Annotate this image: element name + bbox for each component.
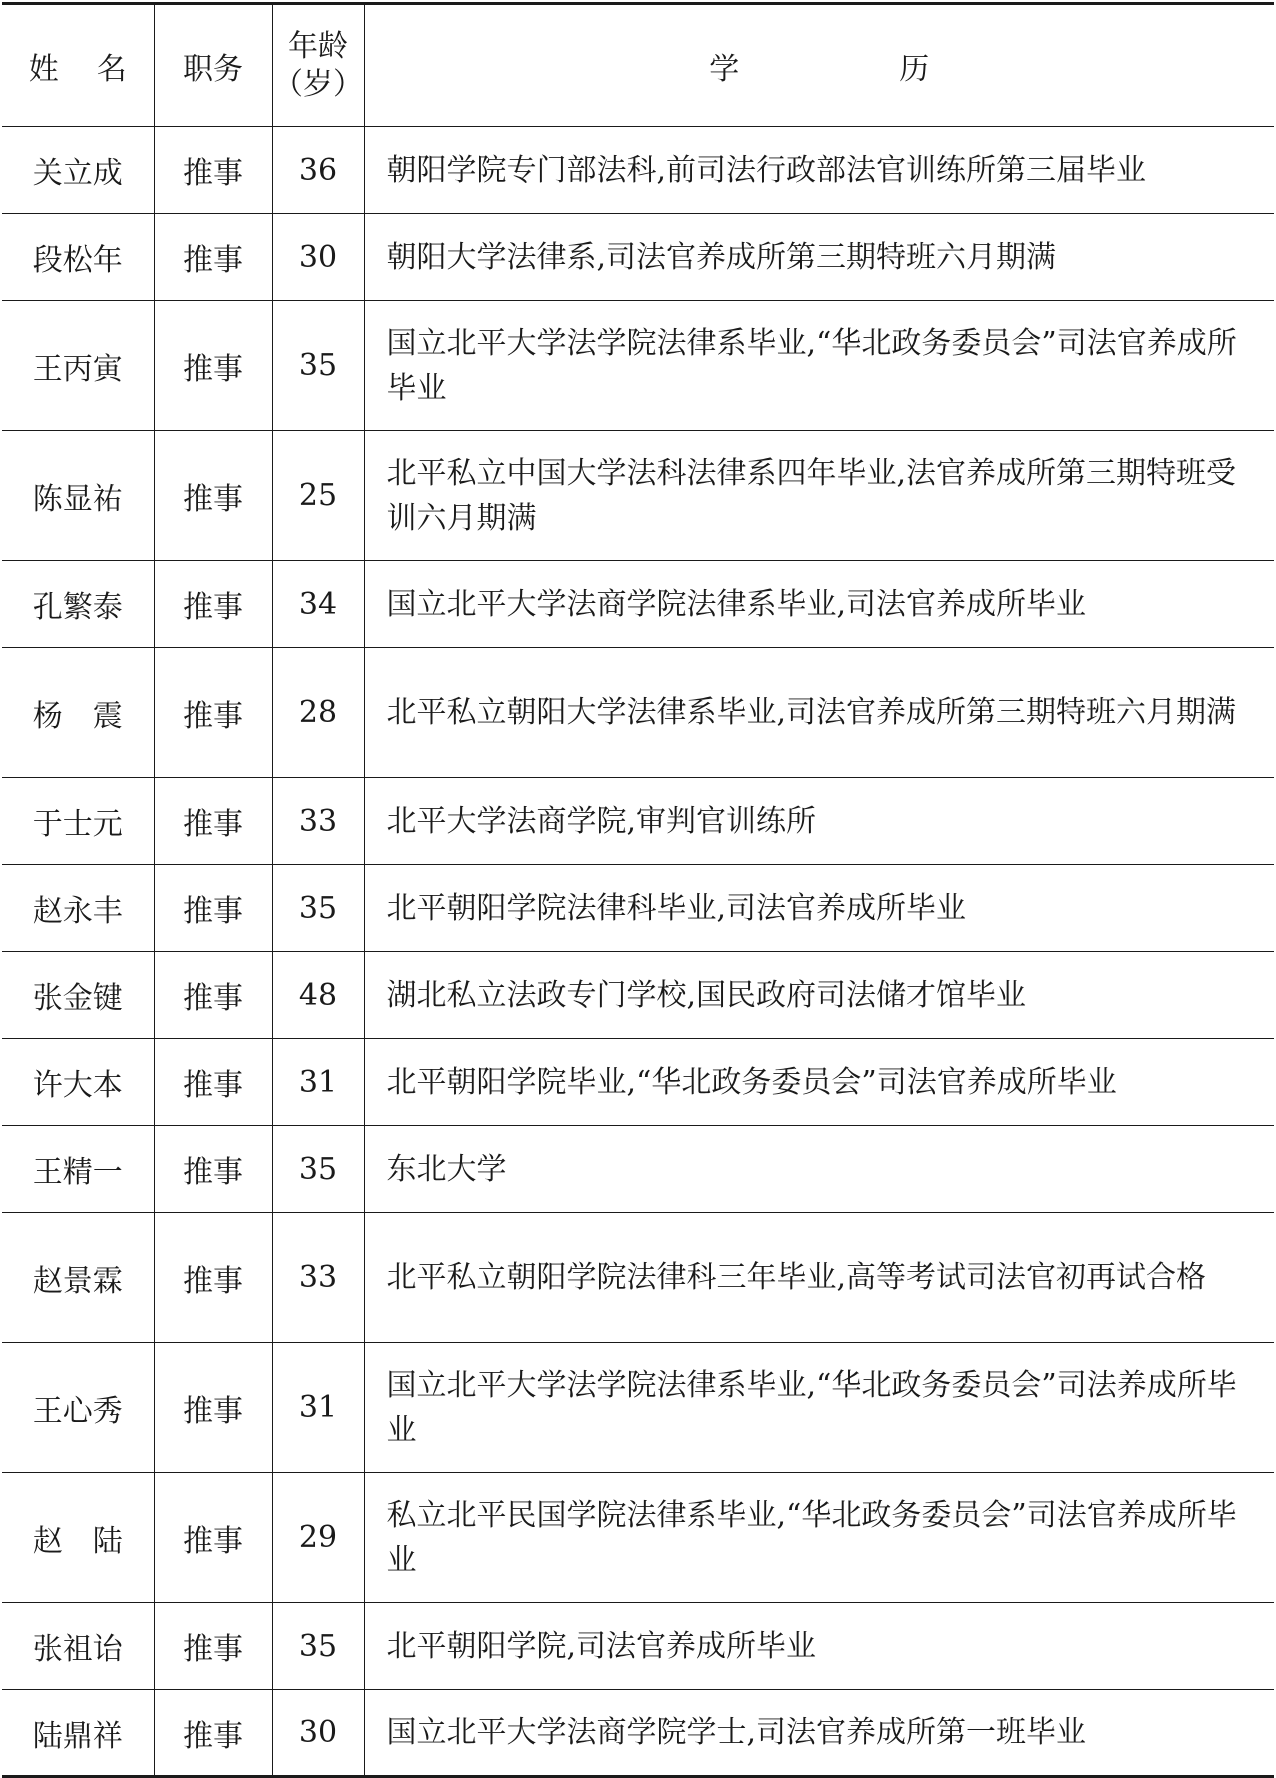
header-education-char-1: 学 bbox=[709, 51, 740, 87]
table-row bbox=[2, 431, 1274, 561]
cell-post: 推事 bbox=[154, 1603, 272, 1690]
cell-education: 北平私立朝阳学院法律科三年毕业,高等考试司法官初再试合格 bbox=[364, 1213, 1274, 1343]
cell-education: 北平大学法商学院,审判官训练所 bbox=[364, 778, 1274, 865]
table-row bbox=[2, 561, 1274, 648]
table-row bbox=[2, 865, 1274, 952]
cell-education: 朝阳大学法律系,司法官养成所第三期特班六月期满 bbox=[364, 214, 1274, 301]
table-row bbox=[2, 127, 1274, 214]
table-body bbox=[2, 127, 1274, 1777]
cell-name: 赵永丰 bbox=[2, 865, 154, 952]
cell-age: 35 bbox=[272, 865, 364, 952]
cell-education: 湖北私立法政专门学校,国民政府司法储才馆毕业 bbox=[364, 952, 1274, 1039]
cell-age: 28 bbox=[272, 648, 364, 778]
cell-name: 关立成 bbox=[2, 127, 154, 214]
cell-post: 推事 bbox=[154, 431, 272, 561]
table-row bbox=[2, 1603, 1274, 1690]
cell-name: 赵 陆 bbox=[2, 1473, 154, 1603]
cell-post: 推事 bbox=[154, 1690, 272, 1777]
cell-name: 赵景霖 bbox=[2, 1213, 154, 1343]
table-row bbox=[2, 1039, 1274, 1126]
header-name-char-2: 名 bbox=[96, 51, 127, 87]
table-row bbox=[2, 952, 1274, 1039]
header-name bbox=[2, 4, 154, 127]
cell-post: 推事 bbox=[154, 865, 272, 952]
cell-name: 许大本 bbox=[2, 1039, 154, 1126]
cell-age: 35 bbox=[272, 301, 364, 431]
cell-education: 国立北平大学法商学院法律系毕业,司法官养成所毕业 bbox=[364, 561, 1274, 648]
cell-name: 杨 震 bbox=[2, 648, 154, 778]
cell-name: 段松年 bbox=[2, 214, 154, 301]
table-row bbox=[2, 301, 1274, 431]
cell-post: 推事 bbox=[154, 1213, 272, 1343]
cell-age: 33 bbox=[272, 1213, 364, 1343]
cell-name: 张金键 bbox=[2, 952, 154, 1039]
cell-post: 推事 bbox=[154, 301, 272, 431]
table-row bbox=[2, 1126, 1274, 1213]
cell-age: 31 bbox=[272, 1343, 364, 1473]
cell-post: 推事 bbox=[154, 1473, 272, 1603]
header-age-line1: 年龄 bbox=[288, 28, 348, 64]
cell-education: 私立北平民国学院法律系毕业,“华北政务委员会”司法官养成所毕业 bbox=[364, 1473, 1274, 1603]
cell-education: 国立北平大学法商学院学士,司法官养成所第一班毕业 bbox=[364, 1690, 1274, 1777]
table-row bbox=[2, 1473, 1274, 1603]
cell-education: 北平私立中国大学法科法律系四年毕业,法官养成所第三期特班受训六月期满 bbox=[364, 431, 1274, 561]
cell-education: 朝阳学院专门部法科,前司法行政部法官训练所第三届毕业 bbox=[364, 127, 1274, 214]
personnel-table bbox=[2, 2, 1274, 1778]
cell-education: 北平私立朝阳大学法律系毕业,司法官养成所第三期特班六月期满 bbox=[364, 648, 1274, 778]
header-education bbox=[364, 4, 1274, 127]
cell-name: 陈显祐 bbox=[2, 431, 154, 561]
cell-age: 35 bbox=[272, 1603, 364, 1690]
header-age-line2: （岁） bbox=[273, 66, 363, 102]
cell-name: 王丙寅 bbox=[2, 301, 154, 431]
table-row bbox=[2, 1690, 1274, 1777]
cell-education: 北平朝阳学院,司法官养成所毕业 bbox=[364, 1603, 1274, 1690]
cell-post: 推事 bbox=[154, 648, 272, 778]
cell-age: 36 bbox=[272, 127, 364, 214]
cell-age: 31 bbox=[272, 1039, 364, 1126]
cell-age: 30 bbox=[272, 1690, 364, 1777]
cell-name: 于士元 bbox=[2, 778, 154, 865]
table-header-row bbox=[2, 4, 1274, 127]
cell-post: 推事 bbox=[154, 778, 272, 865]
cell-post: 推事 bbox=[154, 1039, 272, 1126]
header-education-char-2: 历 bbox=[899, 51, 930, 87]
cell-education: 国立北平大学法学院法律系毕业,“华北政务委员会”司法官养成所毕业 bbox=[364, 301, 1274, 431]
table-row bbox=[2, 1213, 1274, 1343]
cell-education: 东北大学 bbox=[364, 1126, 1274, 1213]
cell-education: 北平朝阳学院法律科毕业,司法官养成所毕业 bbox=[364, 865, 1274, 952]
cell-age: 33 bbox=[272, 778, 364, 865]
cell-post: 推事 bbox=[154, 1126, 272, 1213]
cell-age: 48 bbox=[272, 952, 364, 1039]
cell-post: 推事 bbox=[154, 561, 272, 648]
table-row bbox=[2, 1343, 1274, 1473]
header-age bbox=[272, 4, 364, 127]
cell-name: 陆鼎祥 bbox=[2, 1690, 154, 1777]
cell-education: 国立北平大学法学院法律系毕业,“华北政务委员会”司法养成所毕业 bbox=[364, 1343, 1274, 1473]
cell-name: 王心秀 bbox=[2, 1343, 154, 1473]
cell-post: 推事 bbox=[154, 127, 272, 214]
cell-age: 34 bbox=[272, 561, 364, 648]
cell-age: 25 bbox=[272, 431, 364, 561]
cell-name: 张祖诒 bbox=[2, 1603, 154, 1690]
table-row bbox=[2, 214, 1274, 301]
header-post: 职务 bbox=[154, 4, 272, 127]
table-row bbox=[2, 648, 1274, 778]
cell-name: 王精一 bbox=[2, 1126, 154, 1213]
cell-age: 35 bbox=[272, 1126, 364, 1213]
cell-name: 孔繁泰 bbox=[2, 561, 154, 648]
cell-post: 推事 bbox=[154, 1343, 272, 1473]
header-name-char-1: 姓 bbox=[28, 51, 59, 87]
cell-age: 29 bbox=[272, 1473, 364, 1603]
cell-post: 推事 bbox=[154, 214, 272, 301]
table-row bbox=[2, 778, 1274, 865]
cell-education: 北平朝阳学院毕业,“华北政务委员会”司法官养成所毕业 bbox=[364, 1039, 1274, 1126]
cell-post: 推事 bbox=[154, 952, 272, 1039]
cell-age: 30 bbox=[272, 214, 364, 301]
